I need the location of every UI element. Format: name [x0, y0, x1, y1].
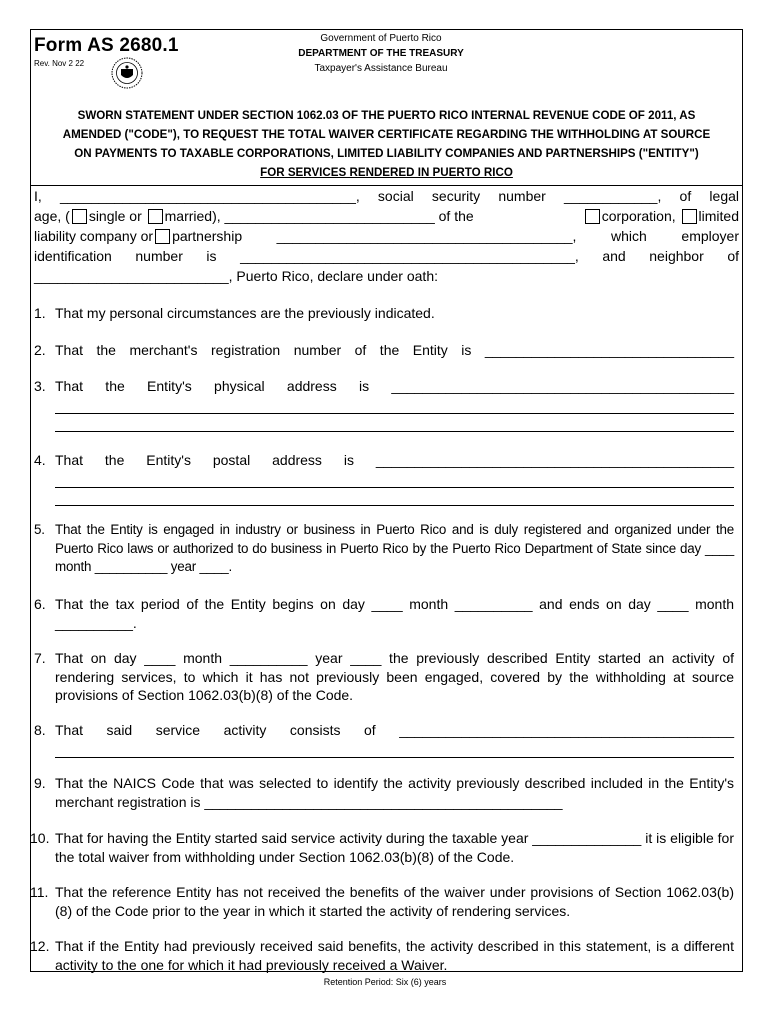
llc-label-cont: liability company or	[34, 228, 154, 244]
intro-line-5[interactable]: _________________________, Puerto Rico, declare under oath:	[34, 268, 438, 284]
llc-checkbox[interactable]	[682, 209, 697, 224]
item-number: 11.	[30, 884, 49, 900]
corporation-checkbox[interactable]	[585, 209, 600, 224]
service-start-date-field[interactable]: That on day ____ month __________ year ____ the previously described Entity started an activity of rendering services, to which it has not previously been engaged, covered by the withholding at source provisions of Section 1062.03(b)(8) of the Code.	[55, 650, 734, 703]
naics-code-field[interactable]: That the NAICS Code that was selected to identify the activity previously described included in the Entity's merchant registration is ______________________________________________	[55, 775, 734, 810]
intro-line-4[interactable]: identification number is ___________________________________________, and neighbor of	[34, 248, 739, 264]
corporation-label: corporation,	[601, 208, 676, 224]
government-name: Government of Puerto Rico	[320, 33, 442, 44]
list-item	[34, 774, 734, 811]
revision-date: Rev. Nov 2 22	[34, 59, 85, 68]
physical-address-field[interactable]: That the Entity's physical address is ____________________________________________	[55, 378, 734, 394]
list-item	[34, 304, 734, 323]
item-text: That the reference Entity has not received the benefits of the waiver under provisions of Section 1062.03(b)(8) of the Code prior to the year in which it started the activity of rendering services.	[55, 884, 734, 919]
physical-address-line-2[interactable]	[55, 396, 734, 414]
department-name: DEPARTMENT OF THE TREASURY	[298, 48, 464, 59]
merchant-registration-field[interactable]: That the merchant's registration number of the Entity is ________________________________	[55, 342, 734, 358]
postal-address-field[interactable]: That the Entity's postal address is ______________________________________________	[55, 452, 734, 468]
llc-label: limited	[698, 208, 739, 224]
list-item	[30, 829, 734, 866]
list-item	[34, 451, 734, 506]
postal-address-line-2[interactable]	[55, 470, 734, 488]
intro-line-2	[34, 208, 739, 224]
item-number: 5.	[34, 522, 45, 537]
postal-address-line-3[interactable]	[55, 488, 734, 506]
item-number: 6.	[34, 596, 46, 612]
intro-line-1[interactable]: I, ______________________________________, social security number ____________, of legal	[34, 188, 739, 204]
single-label: single or	[88, 208, 142, 224]
header-divider	[31, 185, 742, 186]
bureau-name: Taxpayer's Assistance Bureau	[314, 63, 448, 74]
statement-title	[31, 106, 742, 182]
form-frame	[30, 29, 743, 972]
married-label: married), ___________________________ of the	[164, 208, 474, 224]
intro-line-3	[34, 228, 739, 244]
item-number: 10.	[30, 830, 50, 846]
partnership-checkbox[interactable]	[155, 229, 170, 244]
list-item	[34, 521, 734, 577]
item-number: 12.	[30, 938, 50, 954]
item-number: 3.	[34, 378, 46, 394]
list-item	[34, 377, 734, 432]
list-item	[30, 937, 734, 974]
physical-address-line-3[interactable]	[55, 414, 734, 432]
list-item	[34, 721, 734, 758]
list-item	[34, 649, 734, 705]
list-item	[34, 341, 734, 360]
item-number: 2.	[34, 342, 46, 358]
item-number: 4.	[34, 452, 46, 468]
title-line: SWORN STATEMENT UNDER SECTION 1062.03 OF THE PUERTO RICO INTERNAL REVENUE CODE OF 2011, AS	[77, 109, 696, 122]
item-number: 1.	[34, 305, 46, 321]
title-line: AMENDED ("CODE"), TO REQUEST THE TOTAL WAIVER CERTIFICATE REGARDING THE WITHHOLDING AT SOURCE	[62, 128, 711, 141]
married-checkbox[interactable]	[148, 209, 163, 224]
title-line: FOR SERVICES RENDERED IN PUERTO RICO	[260, 166, 513, 179]
item-number: 7.	[34, 650, 46, 666]
list-item	[30, 883, 734, 920]
retention-period: Retention Period: Six (6) years	[323, 977, 447, 987]
partnership-label[interactable]: partnership ______________________________________, which employer	[172, 228, 739, 244]
list-item	[34, 595, 734, 632]
service-activity-line-2[interactable]	[55, 740, 734, 758]
tax-period-field[interactable]: That the tax period of the Entity begins on day ____ month __________ and ends on day ____ month __________.	[55, 596, 734, 631]
item-number: 9.	[34, 775, 46, 791]
item-number: 8.	[34, 722, 46, 738]
taxable-year-field[interactable]: That for having the Entity started said service activity during the taxable year ______________ it is eligible for the total waiver from withholding under Section 1062.03(b)(8) of the Code.	[55, 830, 734, 865]
item-text: That my personal circumstances are the previously indicated.	[55, 305, 435, 321]
seal-icon	[111, 57, 143, 89]
entity-registration-date-field[interactable]: That the Entity is engaged in industry or business in Puerto Rico and is duly registered and organized under the Puerto Rico laws or authorized to do business in Puerto Rico by the Puerto Rico Department of State since day ____ month __________ year ____.	[55, 522, 734, 574]
service-activity-field[interactable]: That said service activity consists of ___________________________________________	[55, 722, 734, 738]
title-line: ON PAYMENTS TO TAXABLE CORPORATIONS, LIMITED LIABILITY COMPANIES AND PARTNERSHIPS ("ENTITY")	[74, 147, 699, 160]
intro-text: age, (	[34, 208, 70, 224]
single-checkbox[interactable]	[72, 209, 87, 224]
item-text: That if the Entity had previously received said benefits, the activity described in this statement, is a different activity to the one for which it had previously received a Waiver.	[55, 938, 734, 973]
form-number: Form AS 2680.1	[34, 35, 179, 56]
